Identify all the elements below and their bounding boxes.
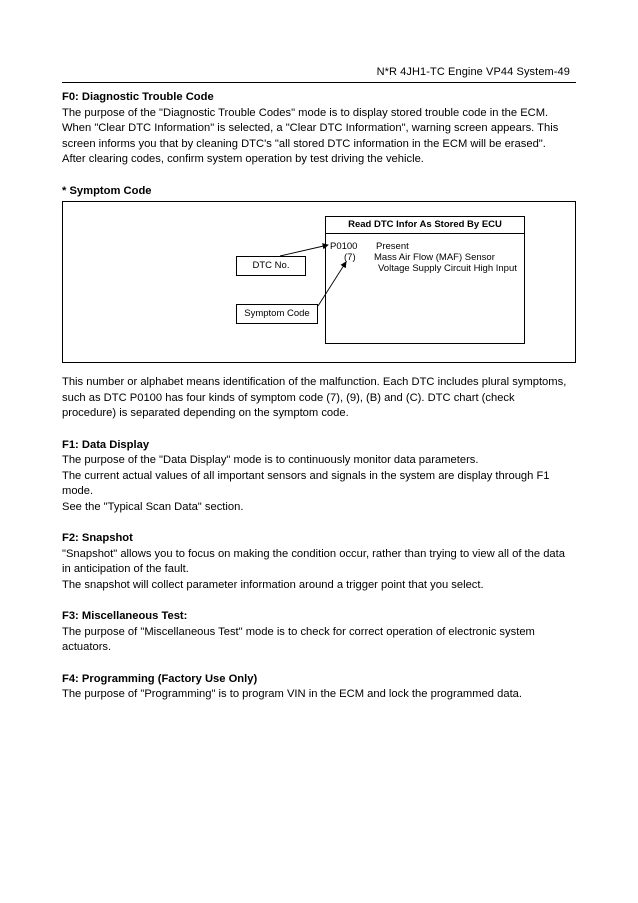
symptom-code-label-box: Symptom Code — [236, 304, 318, 324]
symptom-title: * Symptom Code — [62, 184, 152, 197]
symptom-arrow — [318, 262, 346, 306]
symptom-line: This number or alphabet means identification of the malfunction. Each DTC includes plural symptoms, — [62, 376, 567, 388]
dtc-status: Present — [376, 241, 409, 252]
symptom-line: such as DTC P0100 has four kinds of symptom code (7), (9), (B) and (C). DTC chart (check — [62, 391, 515, 404]
document-body — [62, 90, 582, 703]
dtc-code: P0100 — [330, 241, 358, 252]
f1-line: The current actual values of all important sensors and signals in the system are display through F1 — [62, 469, 550, 482]
dtc-no-label-box: DTC No. — [236, 256, 306, 276]
f1-line: The purpose of the "Data Display" mode is to continuously monitor data parameters. — [62, 454, 479, 466]
dtc-description-2: Voltage Supply Circuit High Input — [378, 263, 517, 274]
symptom-diagram — [62, 201, 576, 363]
f1-title: F1: Data Display — [62, 438, 150, 451]
header-rule — [62, 82, 576, 83]
f1-line: mode. — [62, 485, 94, 497]
f2-title: F2: Snapshot — [62, 532, 133, 544]
f4-title: F4: Programming (Factory Use Only) — [62, 672, 258, 685]
f0-title: F0: Diagnostic Trouble Code — [62, 91, 214, 103]
f0-line: After clearing codes, confirm system operation by test driving the vehicle. — [62, 153, 424, 165]
ecu-screen-title: Read DTC Infor As Stored By ECU — [326, 217, 524, 234]
f2-line: "Snapshot" allows you to focus on making the condition occur, rather than trying to view all of the data — [62, 547, 565, 560]
page-header: N*R 4JH1-TC Engine VP44 System-49 — [376, 66, 570, 78]
f0-line: screen informs you that by cleaning DTC's "all stored DTC information in the ECM will be erased". — [62, 137, 546, 150]
f2-line: in anticipation of the fault. — [62, 563, 189, 575]
diagram-arrows — [63, 202, 575, 362]
f1-line: See the "Typical Scan Data" section. — [62, 500, 244, 513]
f2-line: The snapshot will collect parameter information around a trigger point that you select. — [62, 578, 484, 591]
symptom-code-value: (7) — [344, 252, 356, 263]
dtc-arrow — [280, 245, 328, 256]
f4-line: The purpose of "Programming" is to program VIN in the ECM and lock the programmed data. — [62, 688, 523, 700]
f3-line: The purpose of "Miscellaneous Test" mode is to check for correct operation of electronic system — [62, 625, 535, 638]
dtc-description-1: Mass Air Flow (MAF) Sensor — [374, 252, 495, 263]
f0-line: When "Clear DTC Information" is selected, a "Clear DTC Information", warning screen appears. This — [62, 122, 559, 134]
symptom-line: procedure) is separated depending on the symptom code. — [62, 407, 349, 419]
f3-title: F3: Miscellaneous Test: — [62, 610, 188, 622]
f0-line: The purpose of the "Diagnostic Trouble Codes" mode is to display stored trouble code in the ECM. — [62, 106, 549, 119]
f3-line: actuators. — [62, 641, 112, 653]
